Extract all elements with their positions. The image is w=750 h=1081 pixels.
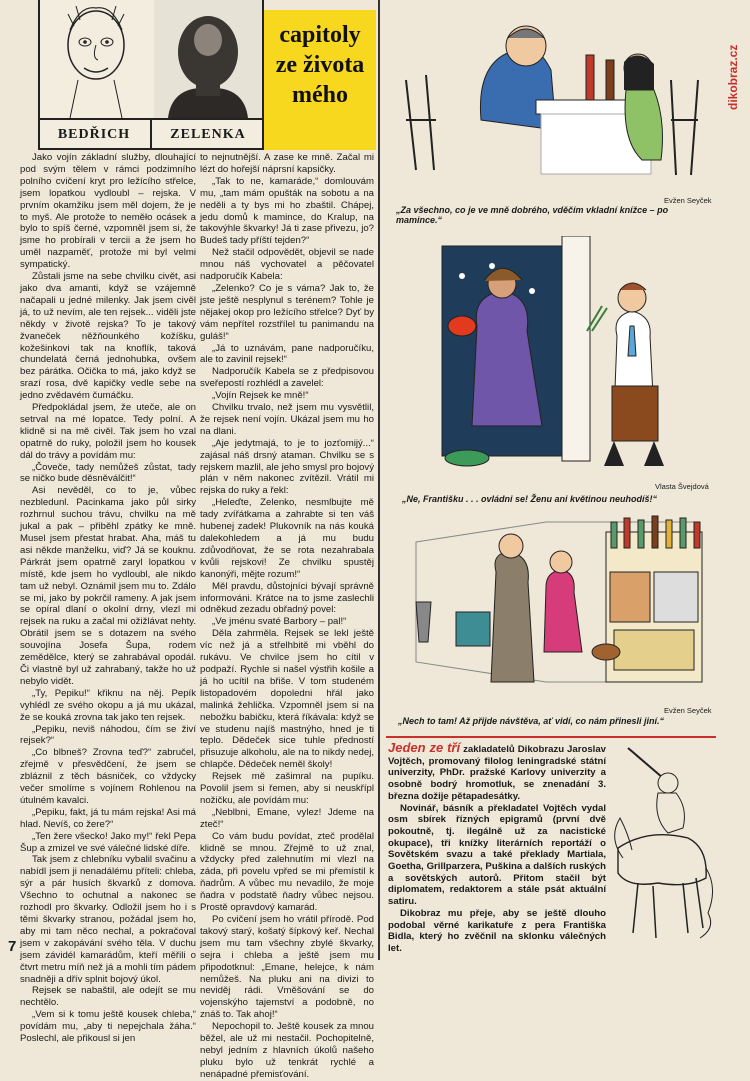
paragraph: Asi nevěděl, co to je, vůbec nezbledunl. Pacinkama jako půl sirky rozhrnul suchou trávu, chvilku na mě jukal a pak – přiběhl zpátky ke mně. Musel jsem přestat hrabat. Aha, máš tu asi někde manželku, viď? Já se kouknu. Párkrát jsem opatrně zaryl lopatkou v místě, kde jsem ho vydloubl, ale nikdo tam už nebyl. Oznámil jsem mu to. Zdálo se mi, jako by pokrčil rameny. A jak jsem se opíral dlaní o okolní drny, vlezl mi rejsek na ruku a začal mi ožižlávat nehty. Obrátil jsem se s dotazem na svého souvojína Josefa Šupa, rodem zemědělce, který se zahrabával opodál. Či vlastně byl už zahrabaný, takže ho už nebylo vidět. [20, 485, 196, 687]
cartoon-2-caption: „Ne, Františku . . . ovládni se! Ženu ani květinou neuhodíš!“ [402, 494, 658, 504]
page-number: 7 [8, 938, 17, 955]
cartoon-restaurant [386, 10, 726, 195]
paragraph: „Zelenko? Co je s váma? Jak to, že jste ještě nesplynul s terénem? Tohle je nějakej okop pro ležícího střelce? Dyť by vám nepřítel rozstřílel tu panimandu na guláš!“ [200, 282, 374, 342]
paragraph: „Ve jménu svaté Barbory – pal!“ [212, 616, 347, 628]
paragraph: „Ty, Pepiku!“ křiknu na něj. Pepík vyhlédl ze svého okopu a já mu ukázal, že se kouká zrovna tak jako ten rejsek. [20, 687, 196, 723]
cartoon-1-caption: „Za všechno, co je ve mně dobrého, vděčím vkladní knížce – po mamince.“ [396, 205, 669, 225]
paragraph: Měl pravdu, důstojníci bývají správně informováni. Krátce na to jsme zaslechli odněkud zezadu obřadný povel: [200, 580, 374, 616]
paragraph: Předpokládal jsem, že uteče, ale on setrval na mé lopatce. Tedy polní. A klidně si na mě civěl. Tak jsem ho vzal opatrně do ruky, položil jsem ho kousek dál do trávy a povídám mu: [20, 402, 196, 461]
paragraph: Rejsek mě zašimral na pupíku. Povolil jsem si řemen, aby si neuskřípl nožičku, ale povídám mu: [200, 771, 374, 806]
author-first-name: BEDŘICH [38, 120, 152, 150]
paragraph: Chvilku trvalo, než jsem mu vysvětlil, že rejsek není vojín. Ukázal jsem mu ho na dlani. [200, 402, 374, 437]
title-line-1: capitoly [279, 22, 361, 48]
box-line-1: zakladatelů Dikobrazu Jaroslav Vojtěch, promovaný filolog leningradské státní univerzity, PhDr. pražské Karlovy univerzity a osobně bodrý hromotluk, se znenadání 3. března dožije pětapadesátky. [388, 744, 606, 802]
column-divider [378, 0, 380, 960]
box-paragraph-1 [388, 742, 606, 803]
watermark: dikobraz.cz [726, 44, 740, 110]
paragraph: Tak jsem z chlebníku vybalil svačinu a nabídl jsem ji nenadálému příteli: chleba, sýr a pár husích škvarků z domova. Všechno to ochutnal a nakonec se rozhodl pro škvarky. Odložil jsem ho i s těmi škvarky stranou, požádal jsem ho, aby mi tam něco nechal, a pokračoval jsem v zakopávání svého těla. V duchu jsem závidél kamarádům, kteří měřili o čtvrt metru míň než já a mohli tím pádem snadněji a dřív splnit bojový úkol. [20, 854, 196, 985]
paragraph: Rejsek se nabaštil, ale odejít se mu nechtělo. [20, 985, 196, 1009]
paragraph: „Neblbni, Emane, vylez! Jdeme na zteč!“ [200, 806, 374, 830]
paragraph: „Vojín Rejsek ke mně!“ [212, 390, 309, 402]
paragraph: Než stačil odpovědět, objevil se nade mnou náš vychovatel a pěčovatel nadporučík Kabela: [200, 247, 374, 283]
paragraph: Po cvičení jsem ho vrátil přírodě. Pod takový starý, košatý šípkový keř. Nechal jsem mu tam všechny zbylé škvarky, sejra i chleba a ještě jsem mu připodotknul: „Emane, helejce, k nám nemůžeš. Na pluku ani na divizi to neviděj rádi. Vměšování se do vojenskýho tajemství a podobně, no znáš to. Tak ahoj!“ [200, 914, 374, 1021]
cartoon-1-credit: Evžen Seyček [664, 196, 712, 205]
paragraph: „Tak to ne, kamaráde,“ domlouvám mu, „tam mám opušták na sobotu a na neděli a ty bys mi ho zbaštil. Chápej, jedu domů k mamince, do Kralup, na takovýhle škvarky! Já ti zase přivezu, jo? Budeš tady příští tejden?“ [200, 175, 374, 247]
anniversary-box [388, 742, 606, 955]
title-block [264, 10, 376, 150]
paragraph: „Pepiku, neviš náhodou, čím se živí rejsek?“ [20, 723, 196, 747]
paragraph: „Heleďte, Zelenko, nesmlbujte mě tady zvířátkama a zahrabte si ten váš hubenej zadek! Plukovník na nás kouká dalekohledem a já mu budu zdůvodňovat, že se rota nezahrabala kvůli rejskovi! Ze chvilku spustěj kanonýři, mějte rozum!“ [200, 497, 374, 580]
paragraph: „Já to uznávám, pane nadporučíku, ale to zavinil rejsek!“ [200, 342, 374, 366]
cartoon-shelf [396, 512, 714, 702]
paragraph: Co vám budu povídat, zteč prodělal klidně se mnou. Zřejmě to už znal, vždycky před zalehnutím mi vlezl na záda, při povelu vpřed se mi přemístil k ňadrům. A vůbec mu nevadilo, že moje ňadra v podstatě ňadry vůbec nejsou. Prostě opravdový kamarád. [200, 830, 374, 914]
paragraph: Nepochopil to. Ještě kousek za mnou běžel, ale už mi nestačil. Pochopitelně, nebyl jedním z hlavních úkolů našeho pluku bylo už tenkrát rychlé a nenápadné přemisťování. [200, 1021, 374, 1080]
cartoon-door [392, 236, 722, 476]
box-lead: Jeden ze tří [388, 740, 461, 755]
cartoon-3-credit: Evžen Seyček [664, 706, 712, 715]
paragraph: „Čoveče, tady nemůžeš zůstat, tady se ničko bude děsněválčit!“ [20, 461, 196, 485]
title-line-3: mého [292, 82, 348, 108]
box-paragraph-3: Dikobraz mu přeje, aby se ještě dlouho podobal věrné karikatuře z pera Františka Bidla, který ho zvěčnil na sklonku válečných let. [388, 907, 606, 954]
portrait-illustrations [40, 0, 262, 118]
paragraph: Jako vojín základní služby, dlouhající pod svým tělem v rámci podzimního polního cvičení kryt pro ležícího střelce, jsem lopatkou vydloubl – rejska. V prvním okamžiku jsem měl dojem, že je to myš. Ale protože to neměło ocásek a bylo to spíš černé, vzpomněl jsem si, že jsme ho probírali v tercii a že jsem ho uměl nazpaměť, protože mi byl velmi sympatický. [20, 152, 196, 271]
author-last-name: ZELENKA [170, 127, 246, 142]
paragraph: „Aje jedytmajá, to je to jozťomijý...“ zajásal náš drsný ataman. Chvilku se s rejskem mazlil, ale jeho smysl pro bojový plán v něm nakonec zvítězil. Vrátil mi rejska do ruky a řekl: [200, 437, 374, 497]
paragraph: Zůstali jsme na sebe chvilku civět, asi jako dva amanti, když se vzájemně načapali u jedné milenky. Jak jsem civěl já, to už nevím, ale ten rejsek... viděli jste někdy v životě rejska? To je takový žvaneček něžňounkého kožíšku, kožešinkovi tak na knoflík, taková chundelatá černá jednohubka, ovšem bez párátka. Očička to má, jako když se srazí rosa, dvě kapičky vedle sebe na jedno zvědavém čumáčku. [20, 271, 196, 402]
caricature-rider [608, 738, 718, 948]
article-column-2 [200, 152, 374, 1081]
box-paragraph-2: Novinář, básník a překladatel Vojtěch vydal osm sbírek řízných epigramů (první dvě pokoutně, tj. ilegálně už za nacistické okupace), tři knížky literárních reportáží o Sovětském svazu a také překlady Martiala, Goetha, Grillparzera, Puškina a dalších ruských a sovětských autorů. Přitom stačil být diplomatem, redaktorem a stále psát aktuální satiru. [388, 802, 606, 908]
paragraph: „Ten žere všecko! Jako my!“ řekl Pepa Šup a zmizel ve své válečné lidské díře. [20, 830, 196, 854]
paragraph: Děla zahrměla. Rejsek se lekl ještě víc než já a střelhbitě mi vběhl do rukávu. Ve chvilce jsem ho cítil v podpaží. Rychle si našel výstřih košile a já ho ucítil na břiše. V tom studeném listopadovém dopoledni hřál jako malinká žehlička. Vzpomněl jsem si na nebožku babičku, která říkávala: když se ve studenu najíš mastnýho, hned je ti teplo. Dědeček sice tuhle předností přisuzuje alkoholu, ale na to nikdy nedej, chlapče. Dědeček neměl školy! [200, 628, 374, 771]
cartoon-3-caption: „Nech to tam! Až přijde návštěva, ať vidí, co nám přinesli jiní.“ [398, 716, 665, 726]
paragraph: Nadporučík Kabela se z předpisovou sveřepostí rozhlédl a zavelel: [200, 366, 374, 390]
author-name-bar [38, 118, 264, 150]
paragraph: „Pepiku, fakt, já tu mám rejska! Asi má hlad. Nevíš, co žere?“ [20, 806, 196, 830]
article-column-1 [20, 152, 196, 1045]
paragraph: „Co blbneš? Zrovna teď?“ zabručel, zřejmě v přesvědčení, že jsem se zbláznil z těch básniček, co vždycky večer smolíme s vojínem Rohlenou na útulném kavalci. [20, 747, 196, 806]
title-line-2: ze života [275, 52, 365, 78]
paragraph: to nejnutnější. A zase ke mně. Začal mi lézt do hořejší náprsní kapsičky. [200, 152, 374, 175]
paragraph: „Vem si k tomu ještě kousek chleba,“ povídám mu, „aby ti nepejchala žáha.“ Poslechl, ale přikousl si jen [20, 1009, 196, 1045]
cartoon-2-credit: Vlasta Švejdová [655, 482, 709, 491]
